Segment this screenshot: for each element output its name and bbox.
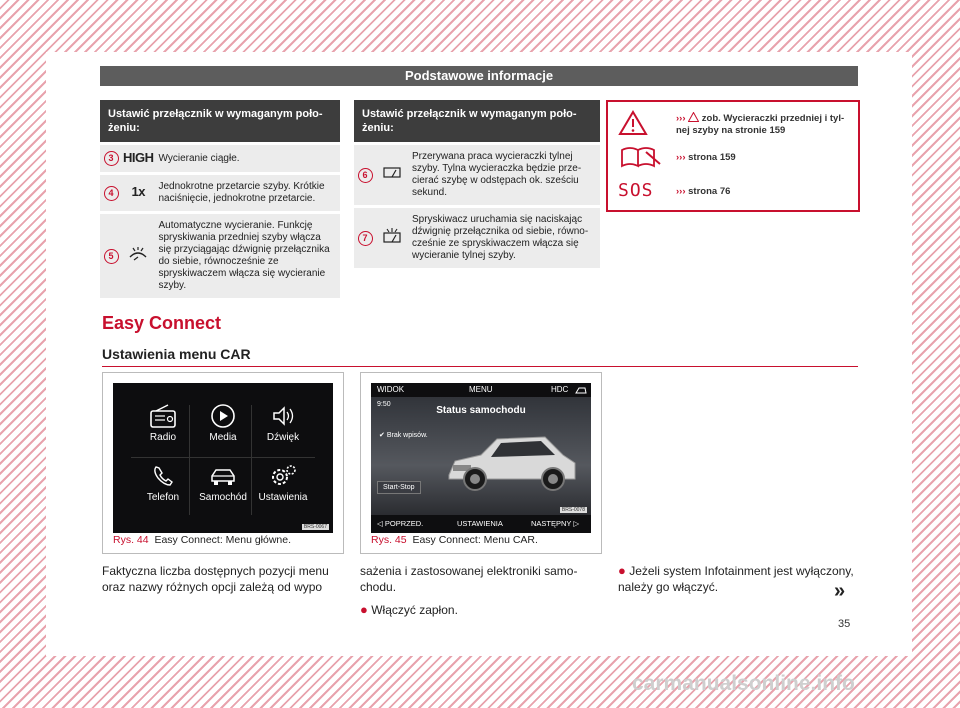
- chevron-right-icon: ▷: [573, 519, 580, 528]
- tile-label: Dźwięk: [266, 432, 300, 443]
- washer-wipe-icon: [128, 247, 148, 261]
- warning-triangle-icon: [618, 110, 648, 136]
- table-row: [100, 213, 340, 299]
- reference-text: ››› zob. Wycieraczki przedniej i tylnej szyby na stronie 159: [676, 113, 845, 136]
- settings-button[interactable]: USTAWIENIA: [457, 519, 503, 528]
- single-wipe-icon: 1x: [131, 184, 145, 199]
- book-wrench-icon: [618, 144, 662, 170]
- tab-hdc[interactable]: HDC: [551, 385, 569, 394]
- table-row: [100, 144, 340, 174]
- bullet-icon: ●: [618, 563, 626, 578]
- page-header: Podstawowe informacje: [100, 66, 858, 86]
- watermark: carmanualsonline.info: [632, 672, 855, 695]
- clock: 9:50: [377, 401, 391, 408]
- figure-code: BRS-0078: [561, 507, 585, 513]
- play-icon: [208, 403, 238, 429]
- gears-icon: [268, 463, 298, 489]
- figure-caption: Rys. 44 Easy Connect: Menu główne.: [113, 534, 292, 546]
- table-row: [100, 174, 340, 213]
- top-bar: [371, 383, 591, 397]
- tile-phone[interactable]: [133, 463, 193, 503]
- tile-label: Samochód: [199, 492, 247, 503]
- tile-settings[interactable]: [253, 463, 313, 503]
- body-text-col1: Faktyczna liczba dostępnych pozycji menu oraz nazwy różnych opcji zależą od wypo: [102, 564, 329, 594]
- tile-label: Telefon: [146, 492, 180, 503]
- phone-icon: [148, 463, 178, 489]
- table-left-header: Ustawić przełącznik w wymaganym położeniu:: [100, 100, 340, 144]
- row-text: Wycieranie ciągłe.: [155, 144, 341, 174]
- tile-sound[interactable]: [253, 403, 313, 443]
- tile-label: Media: [209, 432, 237, 443]
- figure-car-menu: [360, 372, 602, 554]
- car-icon: [208, 463, 238, 489]
- row-text: Jednokrotne przetarcie szyby. Krótkie naciśnięcie, jednokrotne przetarcie.: [155, 174, 341, 213]
- row-text: Spryskiwacz uruchamia się naciskając dźwignię przełącznika od siebie, równocześnie ze spryskiwaczem włącza się wycieranie tylnej szyby.: [408, 207, 600, 269]
- tab-menu[interactable]: MENU: [469, 385, 493, 394]
- table-right-header: Ustawić przełącznik w wymaganym położeniu:: [354, 100, 600, 144]
- bullet-icon: ●: [360, 602, 368, 617]
- status-line: ✔ Brak wpisów.: [379, 432, 428, 439]
- speaker-icon: [268, 403, 298, 429]
- figure-code: BRS-0067: [303, 524, 327, 530]
- body-text-col2: sażenia i zastosowanej elektroniki samochodu.: [360, 564, 578, 594]
- rear-washer-icon: [382, 228, 402, 244]
- table-row: [354, 207, 600, 269]
- row-number: 7: [358, 231, 373, 246]
- tile-label: Ustawienia: [258, 492, 308, 503]
- tile-label: Radio: [149, 432, 177, 443]
- row-number: 4: [104, 186, 119, 201]
- infotainment-screen: [371, 383, 591, 533]
- bottom-bar: [371, 515, 591, 533]
- high-icon: HIGH: [123, 149, 154, 165]
- row-text: Przerywana praca wycieraczki tylnej szyby. Tylna wycieraczka będzie przecierać szybę w odstępach ok. sześciu sekund.: [408, 144, 600, 207]
- tile-car[interactable]: [193, 463, 253, 503]
- prev-button[interactable]: ◁ POPRZED.: [377, 519, 424, 528]
- tile-media[interactable]: [193, 403, 253, 443]
- check-icon: ✔: [379, 432, 385, 439]
- bullet-item: ● Włączyć zapłon.: [360, 602, 458, 617]
- figure-main-menu: [102, 372, 344, 554]
- screen-title: Status samochodu: [436, 405, 526, 416]
- reference-text: ››› strona 159: [676, 152, 736, 163]
- row-number: 3: [104, 151, 119, 166]
- wiper-table-left: [100, 100, 340, 298]
- tile-radio[interactable]: [133, 403, 193, 443]
- infotainment-screen: [113, 383, 333, 533]
- radio-icon: [148, 403, 178, 429]
- sos-icon: SOS: [618, 180, 654, 201]
- section-title: Easy Connect: [102, 313, 222, 333]
- figure-caption: Rys. 45 Easy Connect: Menu CAR.: [371, 534, 538, 546]
- row-text: Automatyczne wycieranie. Funkcję spryskiwania przedniej szyby włącza się przyciągając dźwignię przełącznika do siebie, równocześnie ze spryskiwaczem włącza się wycieranie szyby.: [155, 213, 341, 299]
- table-row: [354, 144, 600, 207]
- tab-view[interactable]: WIDOK: [377, 385, 405, 394]
- chevron-left-icon: ◁: [377, 519, 383, 528]
- hdc-icon: [575, 386, 587, 394]
- reference-text: ››› strona 76: [676, 186, 731, 197]
- rear-wiper-interval-icon: [382, 166, 402, 180]
- row-number: 5: [104, 249, 119, 264]
- continue-icon: »: [834, 580, 846, 602]
- page-number: 35: [838, 618, 851, 630]
- wiper-table-right: [354, 100, 600, 268]
- next-button[interactable]: NASTĘPNY ▷: [531, 519, 580, 528]
- bullet-item: ● Jeżeli system Infotainment jest wyłączony, należy go włączyć.: [618, 563, 854, 594]
- inline-warning-icon: [688, 112, 699, 122]
- car-image: [441, 425, 581, 497]
- row-number: 6: [358, 168, 373, 183]
- reference-box: [606, 100, 860, 212]
- section-subtitle: Ustawienia menu CAR: [102, 346, 251, 362]
- start-stop-button[interactable]: Start-Stop: [377, 481, 421, 494]
- section-divider: [102, 366, 858, 367]
